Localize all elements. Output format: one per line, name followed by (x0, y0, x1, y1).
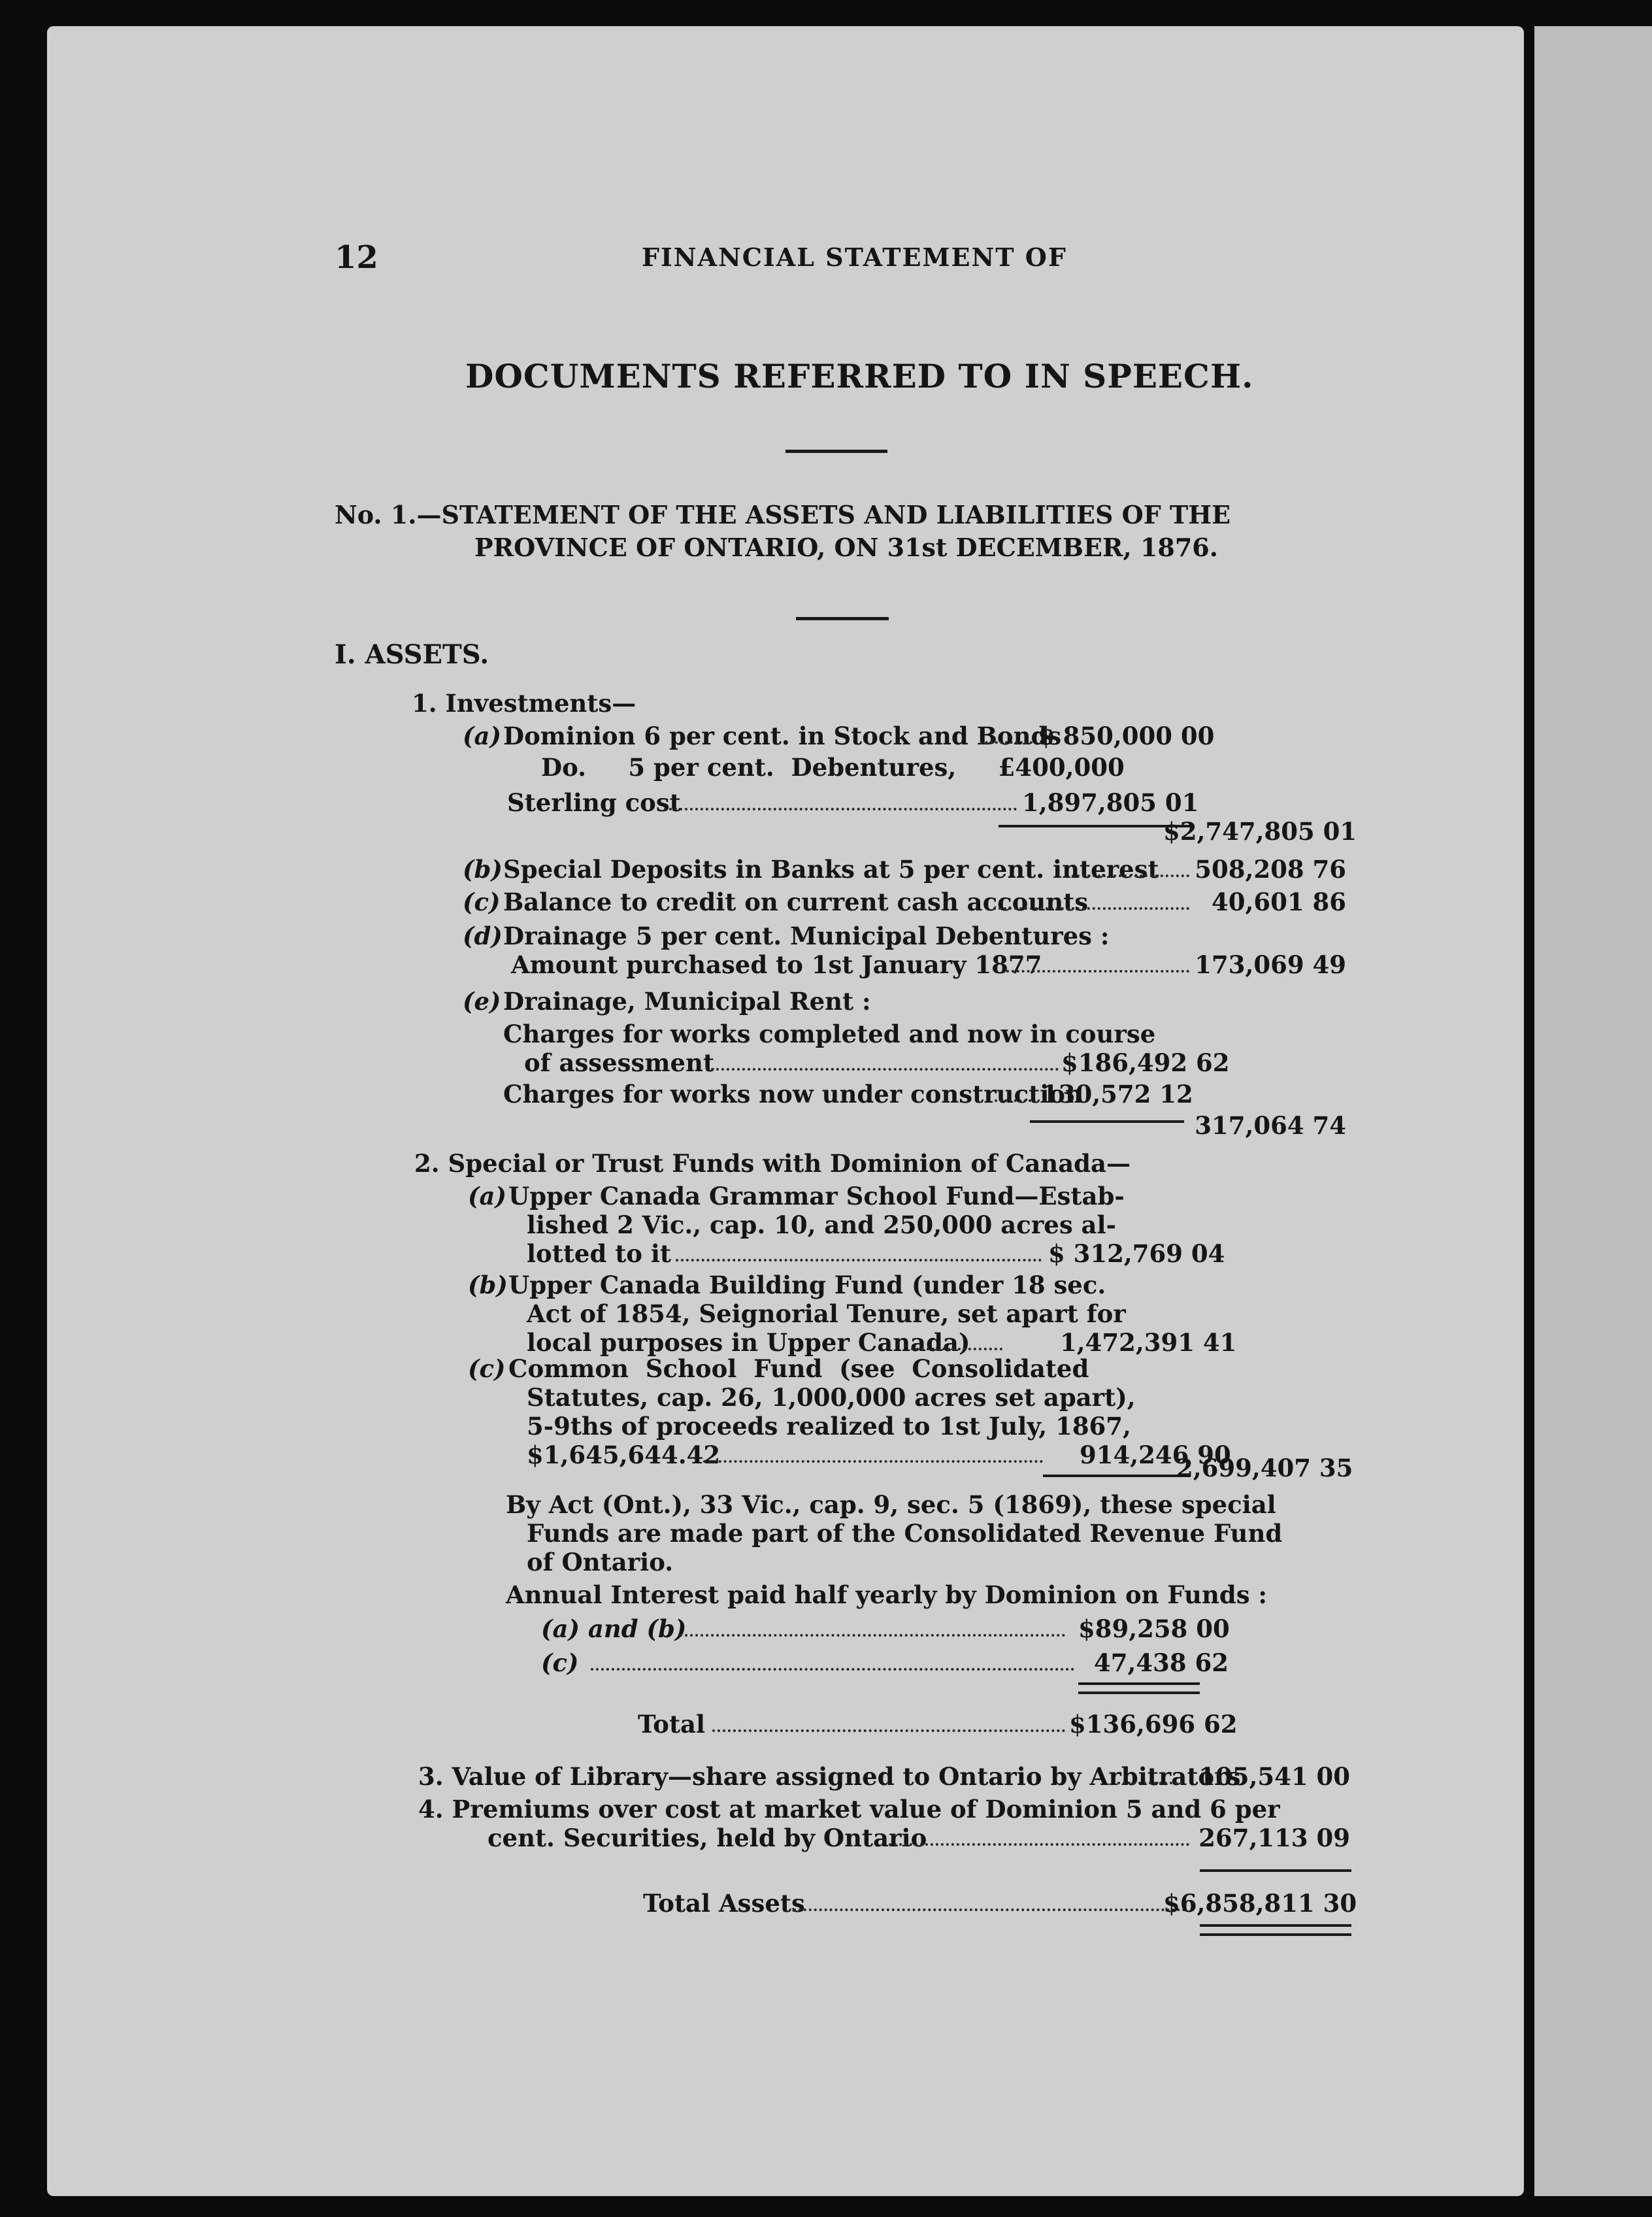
leader (889, 1843, 1189, 1846)
trust-c-amount: 914,246 90 (1080, 1441, 1231, 1469)
trust-total-rule (1043, 1475, 1191, 1477)
item-c-label: (c) (463, 888, 501, 916)
trust-a-label: (a) (468, 1182, 506, 1210)
library-text: 3. Value of Library—share assigned to Ontario by Arbitrators (418, 1762, 1241, 1791)
adjacent-page-edge (1534, 26, 1652, 2196)
item-e-amount2: 130,572 12 (1042, 1080, 1193, 1108)
total-assets-top-rule (1200, 1869, 1351, 1872)
premiums-line1: 4. Premiums over cost at market value of Dominion 5 and 6 per (418, 1795, 1280, 1824)
statement-title-line1: No. 1.—STATEMENT OF THE ASSETS AND LIABILITIES OF THE (335, 500, 1231, 529)
leader (712, 1729, 1065, 1732)
total-assets-rule-2 (1200, 1933, 1351, 1936)
trust-b-label: (b) (468, 1271, 508, 1299)
e-total-rule (1030, 1120, 1184, 1123)
leader (706, 1068, 1059, 1071)
trust-c-label: (c) (468, 1354, 506, 1383)
interest-total-amount: $136,696 62 (1069, 1710, 1238, 1739)
item-b-text: Special Deposits in Banks at 5 per cent. interest (503, 855, 1159, 884)
item-b-amount: 508,208 76 (1195, 855, 1346, 884)
total-assets-amount: $6,858,811 30 (1163, 1889, 1357, 1918)
sterling-text: Sterling cost (507, 788, 681, 817)
leader (1117, 1782, 1183, 1784)
leader (1006, 970, 1189, 973)
leader (664, 808, 1017, 810)
leader (793, 1909, 1185, 1911)
trust-heading: 2. Special or Trust Funds with Dominion of Canada— (414, 1149, 1131, 1178)
trust-a-line2: lished 2 Vic., cap. 10, and 250,000 acres al- (527, 1210, 1116, 1239)
item-e-label: (e) (463, 987, 501, 1016)
leader (591, 1668, 1074, 1671)
trust-b-amount: 1,472,391 41 (1060, 1328, 1237, 1357)
leader (703, 1460, 1043, 1463)
trust-a-amount: $ 312,769 04 (1048, 1239, 1225, 1268)
act-line1: By Act (Ont.), 33 Vic., cap. 9, sec. 5 (1869), these special (506, 1490, 1276, 1519)
premiums-amount: 267,113 09 (1198, 1824, 1350, 1852)
interest-c-amount: 47,438 62 (1094, 1648, 1229, 1677)
library-amount: 105,541 00 (1198, 1762, 1350, 1791)
investments-subtotal: $2,747,805 01 (1163, 817, 1357, 846)
item-e-amount1: $186,492 62 (1061, 1048, 1230, 1077)
item-e-line1: Charges for works completed and now in course (503, 1020, 1156, 1048)
item-d-amount: 173,069 49 (1195, 950, 1346, 979)
trust-c-line2: Statutes, cap. 26, 1,000,000 acres set apart), (527, 1383, 1136, 1412)
interest-total-label: Total (638, 1710, 706, 1739)
leader (993, 907, 1189, 910)
statement-title-line2: PROVINCE OF ONTARIO, ON 31st DECEMBER, 1876. (474, 533, 1218, 562)
page-number: 12 (335, 239, 378, 276)
trust-b-line1: Upper Canada Building Fund (under 18 sec. (508, 1271, 1106, 1299)
item-a-amount: $ 850,000 00 (1038, 722, 1215, 750)
total-assets-label: Total Assets (643, 1889, 805, 1918)
trust-b-line2: Act of 1854, Seignorial Tenure, set apart for (527, 1299, 1126, 1328)
item-e-line2: of assessment (524, 1048, 714, 1077)
trust-total: 2,699,407 35 (1176, 1454, 1353, 1482)
total-assets-rule-1 (1200, 1924, 1351, 1927)
sterling-amount: 1,897,805 01 (1022, 788, 1199, 817)
statement-rule (796, 617, 889, 620)
item-e-text: Drainage, Municipal Rent : (503, 987, 871, 1016)
leader (911, 1348, 1002, 1350)
interest-heading: Annual Interest paid half yearly by Dominion on Funds : (506, 1580, 1268, 1609)
running-head: FINANCIAL STATEMENT OF (642, 242, 1067, 272)
section-heading: I. ASSETS. (335, 639, 489, 670)
trust-c-line1: Common School Fund (see Consolidated (508, 1354, 1089, 1383)
interest-rule-2 (1078, 1692, 1200, 1694)
interest-c-label: (c) (541, 1648, 579, 1677)
act-line2: Funds are made part of the Consolidated Revenue Fund (527, 1519, 1283, 1548)
leader (980, 741, 1032, 744)
trust-b-line3: local purposes in Upper Canada) (527, 1328, 970, 1357)
interest-rule-1 (1078, 1682, 1200, 1685)
item-d-label: (d) (463, 922, 503, 950)
item-e-line3: Charges for works now under construction (503, 1080, 1083, 1108)
interest-ab-label: (a) and (b) (541, 1614, 687, 1643)
leader (995, 1099, 1031, 1102)
premiums-line2: cent. Securities, held by Ontario (487, 1824, 927, 1852)
leader (676, 1259, 1042, 1261)
trust-a-line1: Upper Canada Grammar School Fund—Estab- (508, 1182, 1125, 1210)
item-a-text: Dominion 6 per cent. in Stock and Bonds (503, 722, 1062, 750)
act-line3: of Ontario. (527, 1548, 674, 1576)
item-b-label: (b) (463, 855, 503, 884)
item-c-amount: 40,601 86 (1212, 888, 1346, 916)
item-a-label: (a) (463, 722, 501, 750)
interest-ab-amount: $89,258 00 (1078, 1614, 1230, 1643)
document-title: DOCUMENTS REFERRED TO IN SPEECH. (465, 357, 1254, 395)
item-c-text: Balance to credit on current cash accounts (503, 888, 1089, 916)
item-e-total: 317,064 74 (1195, 1111, 1346, 1140)
leader (680, 1634, 1065, 1637)
title-rule (785, 450, 887, 453)
trust-c-line4: $1,645,644.42 (527, 1441, 721, 1469)
item-d-text1: Drainage 5 per cent. Municipal Debentures : (503, 922, 1110, 950)
item-do-text: Do. 5 per cent. Debentures, £400,000 (541, 753, 1125, 782)
trust-a-line3: lotted to it (527, 1239, 672, 1268)
trust-c-line3: 5-9ths of proceeds realized to 1st July, 1867, (527, 1412, 1131, 1441)
investments-heading: 1. Investments— (412, 689, 636, 718)
item-d-text2: Amount purchased to 1st January 1877 (511, 950, 1042, 979)
